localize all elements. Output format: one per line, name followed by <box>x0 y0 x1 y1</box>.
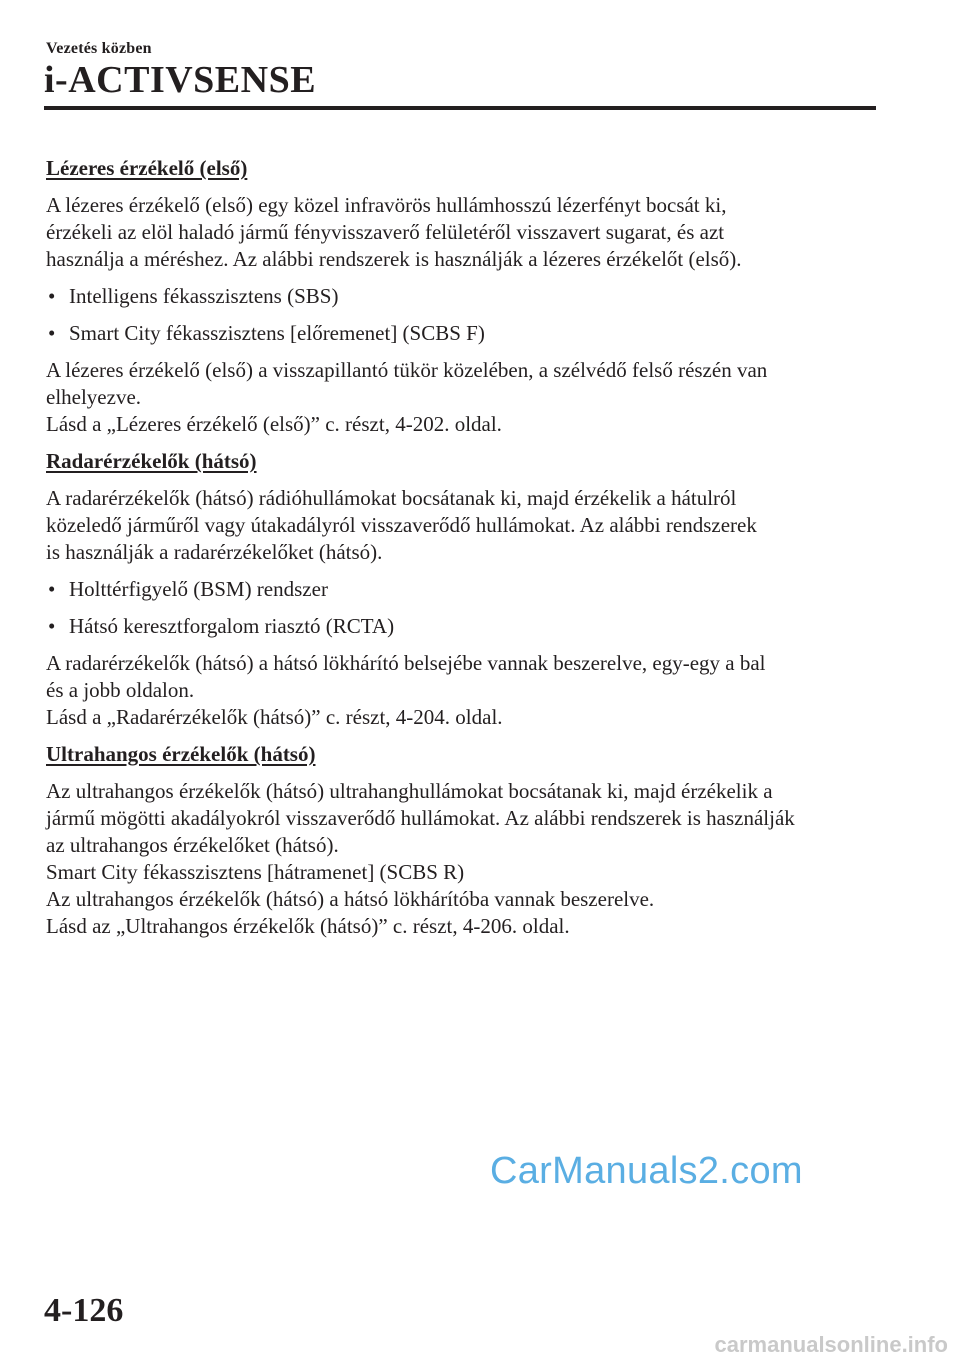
text-line: közeledő járműről vagy útakadályról visszaverődő hullámokat. Az alábbi rendszerek <box>46 513 757 537</box>
bullet-icon: • <box>48 284 56 308</box>
bullet-icon: • <box>48 614 56 638</box>
laser-systems-list <box>46 283 876 347</box>
ultrasonic-paragraph <box>46 778 876 940</box>
text-line: is használják a radarérzékelőket (hátsó). <box>46 540 383 564</box>
text-line: Smart City fékasszisztens [hátramenet] (SCBS R) <box>46 860 465 884</box>
list-item-text: Smart City fékasszisztens [előremenet] (SCBS F) <box>69 321 485 345</box>
radar-intro-paragraph <box>46 485 876 566</box>
bullet-icon: • <box>48 321 56 345</box>
section-title: i-ACTIVSENSE <box>44 59 317 101</box>
text-line: Az ultrahangos érzékelők (hátsó) a hátsó lökhárítóba vannak beszerelve. <box>46 887 655 911</box>
list-item <box>46 320 876 347</box>
section-heading-ultrasonic: Ultrahangos érzékelők (hátsó) <box>46 742 316 766</box>
text-line: és a jobb oldalon. <box>46 678 195 702</box>
laser-location-paragraph <box>46 357 876 438</box>
text-line: Az ultrahangos érzékelők (hátsó) ultrahanghullámokat bocsátanak ki, majd érzékelik a <box>46 779 773 803</box>
cross-reference: Lásd az „Ultrahangos érzékelők (hátsó)” c. részt, 4-206. oldal. <box>46 914 570 938</box>
list-item-text: Holttérfigyelő (BSM) rendszer <box>69 577 328 601</box>
text-line: elhelyezve. <box>46 385 142 409</box>
page-content <box>46 155 876 950</box>
site-watermark: carmanualsonline.info <box>714 1332 948 1357</box>
radar-systems-list <box>46 576 876 640</box>
text-line: jármű mögötti akadályokról visszaverődő hullámokat. Az alábbi rendszerek is használják <box>46 806 795 830</box>
page-number: 4-126 <box>44 1292 124 1329</box>
section-heading-radar: Radarérzékelők (hátsó) <box>46 449 257 473</box>
cross-reference: Lásd a „Lézeres érzékelő (első)” c. részt, 4-202. oldal. <box>46 412 502 436</box>
list-item <box>46 283 876 310</box>
section-heading-laser: Lézeres érzékelő (első) <box>46 156 248 180</box>
text-line: A lézeres érzékelő (első) egy közel infravörös hullámhosszú lézerfényt bocsát ki, <box>46 193 727 217</box>
chapter-label: Vezetés közben <box>46 40 152 57</box>
text-line: érzékeli az elöl haladó jármű fényvisszaverő felületéről visszavert sugarat, és azt <box>46 220 725 244</box>
laser-intro-paragraph <box>46 192 876 273</box>
text-line: használja a méréshez. Az alábbi rendszerek is használják a lézeres érzékelőt (első). <box>46 247 742 271</box>
bullet-icon: • <box>48 577 56 601</box>
list-item-text: Hátsó keresztforgalom riasztó (RCTA) <box>69 614 395 638</box>
text-line: A radarérzékelők (hátsó) a hátsó lökhárító belsejébe vannak beszerelve, egy-egy a bal <box>46 651 766 675</box>
list-item-text: Intelligens fékasszisztens (SBS) <box>69 284 339 308</box>
text-line: A lézeres érzékelő (első) a visszapillantó tükör közelében, a szélvédő felső részén van <box>46 358 768 382</box>
cross-reference: Lásd a „Radarérzékelők (hátsó)” c. részt, 4-204. oldal. <box>46 705 503 729</box>
text-line: az ultrahangos érzékelőket (hátsó). <box>46 833 339 857</box>
list-item <box>46 613 876 640</box>
text-line: A radarérzékelők (hátsó) rádióhullámokat bocsátanak ki, majd érzékelik a hátulról <box>46 486 737 510</box>
watermark-logo: CarManuals2.com <box>490 1150 803 1192</box>
header-rule <box>44 106 876 110</box>
radar-location-paragraph <box>46 650 876 731</box>
list-item <box>46 576 876 603</box>
